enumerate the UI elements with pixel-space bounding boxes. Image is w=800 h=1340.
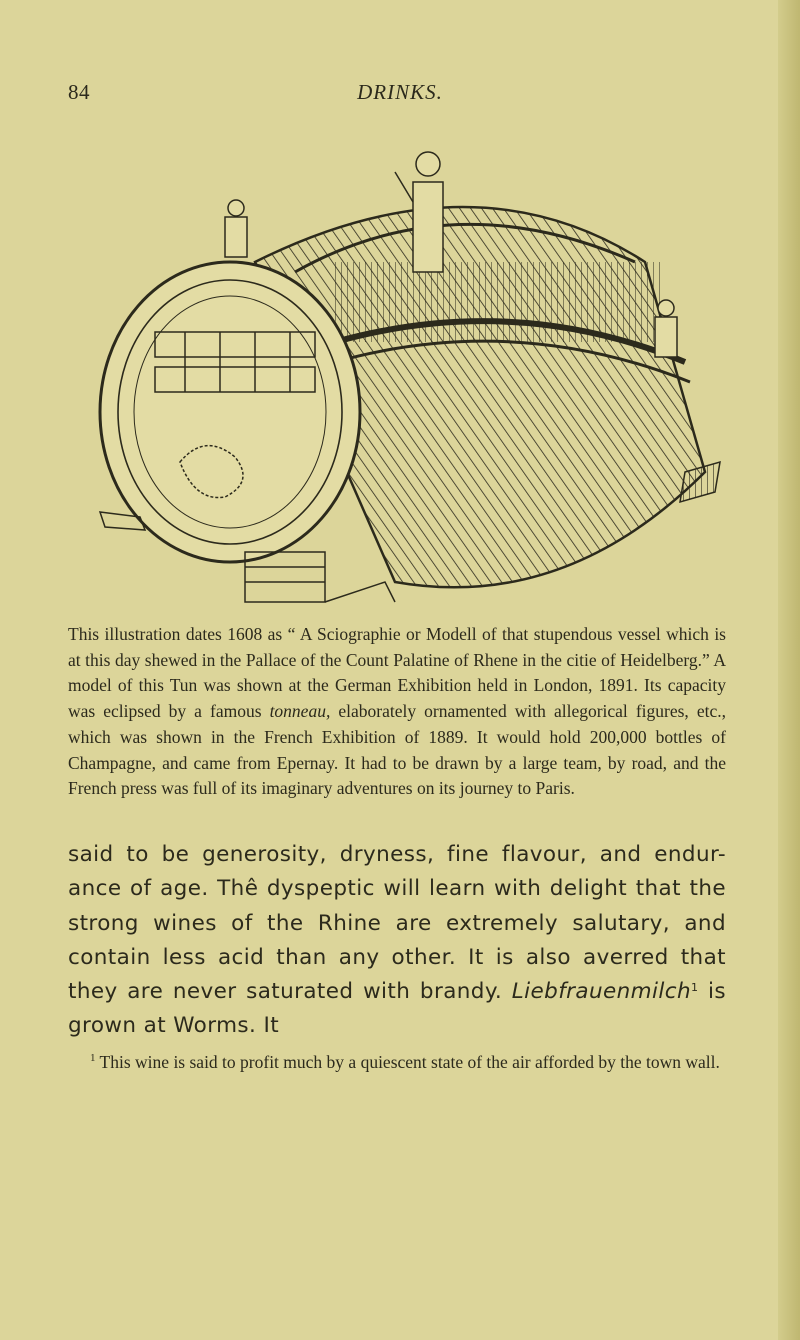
- footnote-marker: 1: [90, 1052, 96, 1064]
- caption-text-2: elaborately ornamented with allegorical figures, etc., which was shown in the French Exhibition of 1889. It would hold 200,000 bottles of Champagne, and came from Epernay. It had to be drawn by a large team, by road, and the French press was full of its imaginary adventures on its journey to Paris.: [68, 701, 726, 799]
- body-italic-term: Liebfrauenmilch: [511, 979, 691, 1005]
- footnote-reference: 1: [691, 981, 699, 995]
- body-paragraph: [68, 838, 726, 1044]
- page-edge: [778, 0, 800, 1340]
- footnote: [68, 1049, 726, 1075]
- caption-text-1: This illustration dates 1608 as “ A Sciographie or Modell of that stupendous vessel which is at this day shewed in the Pallace of the Count Palatine of Rhene in the citie of Heidelberg.” A model of this Tun was shown at the German Exhibition held in London, 1891. Its capacity was eclipsed by a famous: [68, 624, 726, 722]
- page-number: 84: [68, 80, 90, 104]
- footnote-text: This wine is said to profit much by a quiescent state of the air afforded by the town wall.: [95, 1052, 720, 1072]
- caption-italic-term: tonneau,: [269, 701, 331, 722]
- heidelberg-tun-illustration: [95, 112, 725, 612]
- body-text-2: is grown at Worms. It: [68, 979, 727, 1039]
- body-text-1: said to be generosity, dryness, fine flavour, and endur-ance of age. Thê dyspeptic will learn with delight that the strong wines of the Rhine are extremely salutary, and contain less acid than any other. It is also averred that they are never saturated with brandy.: [68, 842, 726, 1005]
- running-title: DRINKS.: [357, 80, 443, 104]
- illustration-caption: [68, 622, 726, 802]
